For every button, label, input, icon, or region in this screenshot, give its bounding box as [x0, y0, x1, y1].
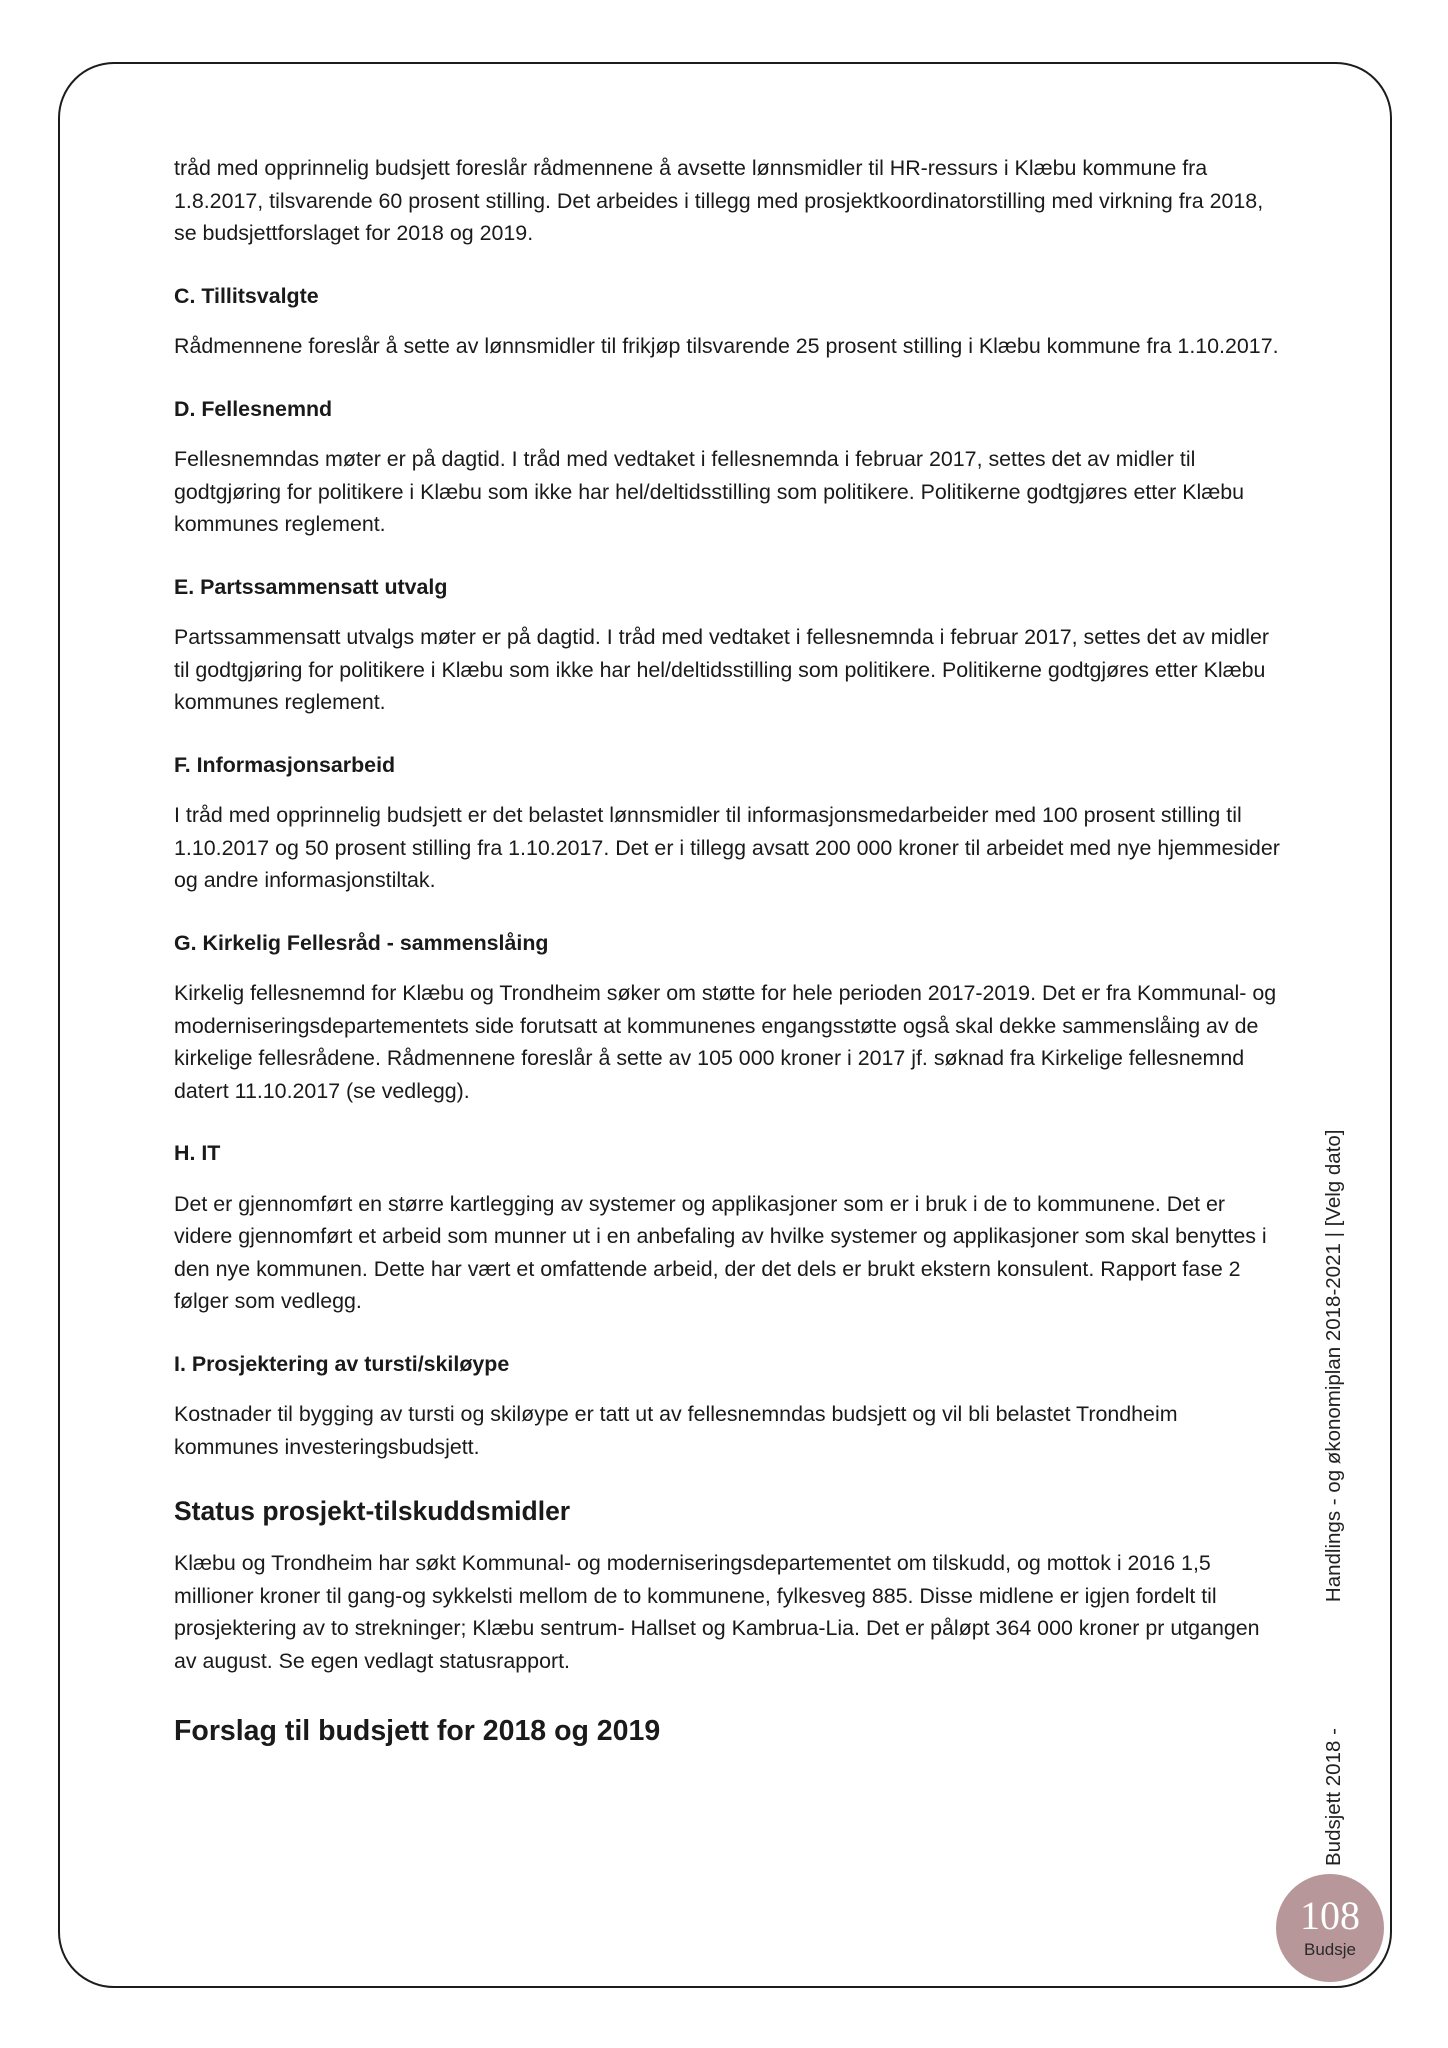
- section-tursti-skiloype: [174, 1348, 1284, 1464]
- status-title: Status prosjekt-tilskuddsmidler: [174, 1496, 571, 1526]
- document-body: [174, 152, 1284, 1767]
- page-number-badge: [1276, 1874, 1384, 1982]
- sidebar-running-header: [1314, 1129, 1354, 1866]
- section-text: Rådmennene foreslår å sette av lønnsmidler til frikjøp tilsvarende 25 prosent stilling i Klæbu kommune fra 1.10.2017.: [174, 334, 1279, 358]
- section-tillitsvalgte: [174, 280, 1284, 363]
- section-heading: G. Kirkelig Fellesråd - sammenslåing: [174, 930, 549, 955]
- section-text: I tråd med opprinnelig budsjett er det belastet lønnsmidler til informasjonsmedarbeider med 100 prosent stilling til 1.10.2017 og 50 prosent stilling fra 1.10.2017. Det er i tillegg avsatt 200 000 kroner til arbeidet med nye hjemmesider og andre informasjonstiltak.: [174, 803, 1280, 892]
- section-fellesnemnd: [174, 393, 1284, 541]
- section-text: Kostnader til bygging av tursti og skiløype er tatt ut av fellesnemndas budsjett og vil bli belastet Trondheim kommunes investeringsbudsjett.: [174, 1402, 1178, 1459]
- section-heading: F. Informasjonsarbeid: [174, 752, 396, 777]
- section-text: Det er gjennomført en større kartlegging av systemer og applikasjoner som er i bruk i de to kommunene. Det er videre gjennomført et arbeid som munner ut i en anbefaling av hvilke systemer og applikasjoner som skal benyttes i den nye kommunen. Dette har vært et omfattende arbeid, der det dels er brukt ekstern konsulent. Rapport fase 2 følger som vedlegg.: [174, 1191, 1267, 1313]
- section-text: Fellesnemndas møter er på dagtid. I tråd med vedtaket i fellesnemnda i februar 2017, settes det av midler til godtgjøring for politikere i Klæbu som ikke har hel/deltidsstilling som politikere. Politikerne godtgjøres etter Klæbu kommunes reglement.: [174, 447, 1245, 536]
- section-heading: C. Tillitsvalgte: [174, 283, 319, 308]
- section-heading: H. IT: [174, 1141, 221, 1165]
- section-kirkelig-fellesrad: [174, 927, 1284, 1108]
- section-heading: I. Prosjektering av tursti/skiløype: [174, 1351, 510, 1376]
- status-text: Klæbu og Trondheim har søkt Kommunal- og moderniseringsdepartementet om tilskudd, og mottok i 2016 1,5 millioner kroner til gang-og sykkelsti mellom de to kommunene, fylkesveg 885. Disse midlene er igjen fordelt til prosjektering av to strekninger; Klæbu sentrum- Hallset og Kambrua-Lia. Det er påløpt 364 000 kroner pr utgangen av august. Se egen vedlagt statusrapport.: [174, 1551, 1260, 1673]
- section-text: Kirkelig fellesnemnd for Klæbu og Trondheim søker om støtte for hele perioden 2017-2019. Det er fra Kommunal- og moderniseringsdepartementets side forutsatt at kommunenes engangsstøtte også skal dekke sammenslåing av de kirkelige fellesrådene. Rådmennene foreslår å sette av 105 000 kroner i 2017 jf. søknad fra Kirkelige fellesnemnd datert 11.10.2017 (se vedlegg).: [174, 981, 1277, 1103]
- section-heading: D. Fellesnemnd: [174, 396, 333, 421]
- sidebar-plan-label: Handlings - og økonomiplan 2018-2021 | [Velg dato]: [1322, 1129, 1345, 1603]
- section-it: [174, 1137, 1284, 1318]
- section-informasjonsarbeid: [174, 749, 1284, 897]
- sidebar-budsjett-label: Budsjett 2018 -: [1322, 1728, 1345, 1866]
- intro-paragraph: tråd med opprinnelig budsjett foreslår rådmennene å avsette lønnsmidler til HR-ressurs i Klæbu kommune fra 1.8.2017, tilsvarende 60 prosent stilling. Det arbeides i tillegg med prosjektkoordinatorstilling med virkning fra 2018, se budsjettforslaget for 2018 og 2019.: [174, 156, 1264, 245]
- section-partssammensatt-utvalg: [174, 571, 1284, 719]
- page-footer-fragment: Budsje: [1304, 1940, 1356, 1959]
- page-number: 108: [1300, 1893, 1360, 1938]
- section-heading: E. Partssammensatt utvalg: [174, 574, 448, 599]
- forslag-title: Forslag til budsjett for 2018 og 2019: [174, 1715, 661, 1747]
- section-text: Partssammensatt utvalgs møter er på dagtid. I tråd med vedtaket i fellesnemnda i februar 2017, settes det av midler til godtgjøring for politikere i Klæbu som ikke har hel/deltidsstilling som politikere. Politikerne godtgjøres etter Klæbu kommunes reglement.: [174, 625, 1270, 714]
